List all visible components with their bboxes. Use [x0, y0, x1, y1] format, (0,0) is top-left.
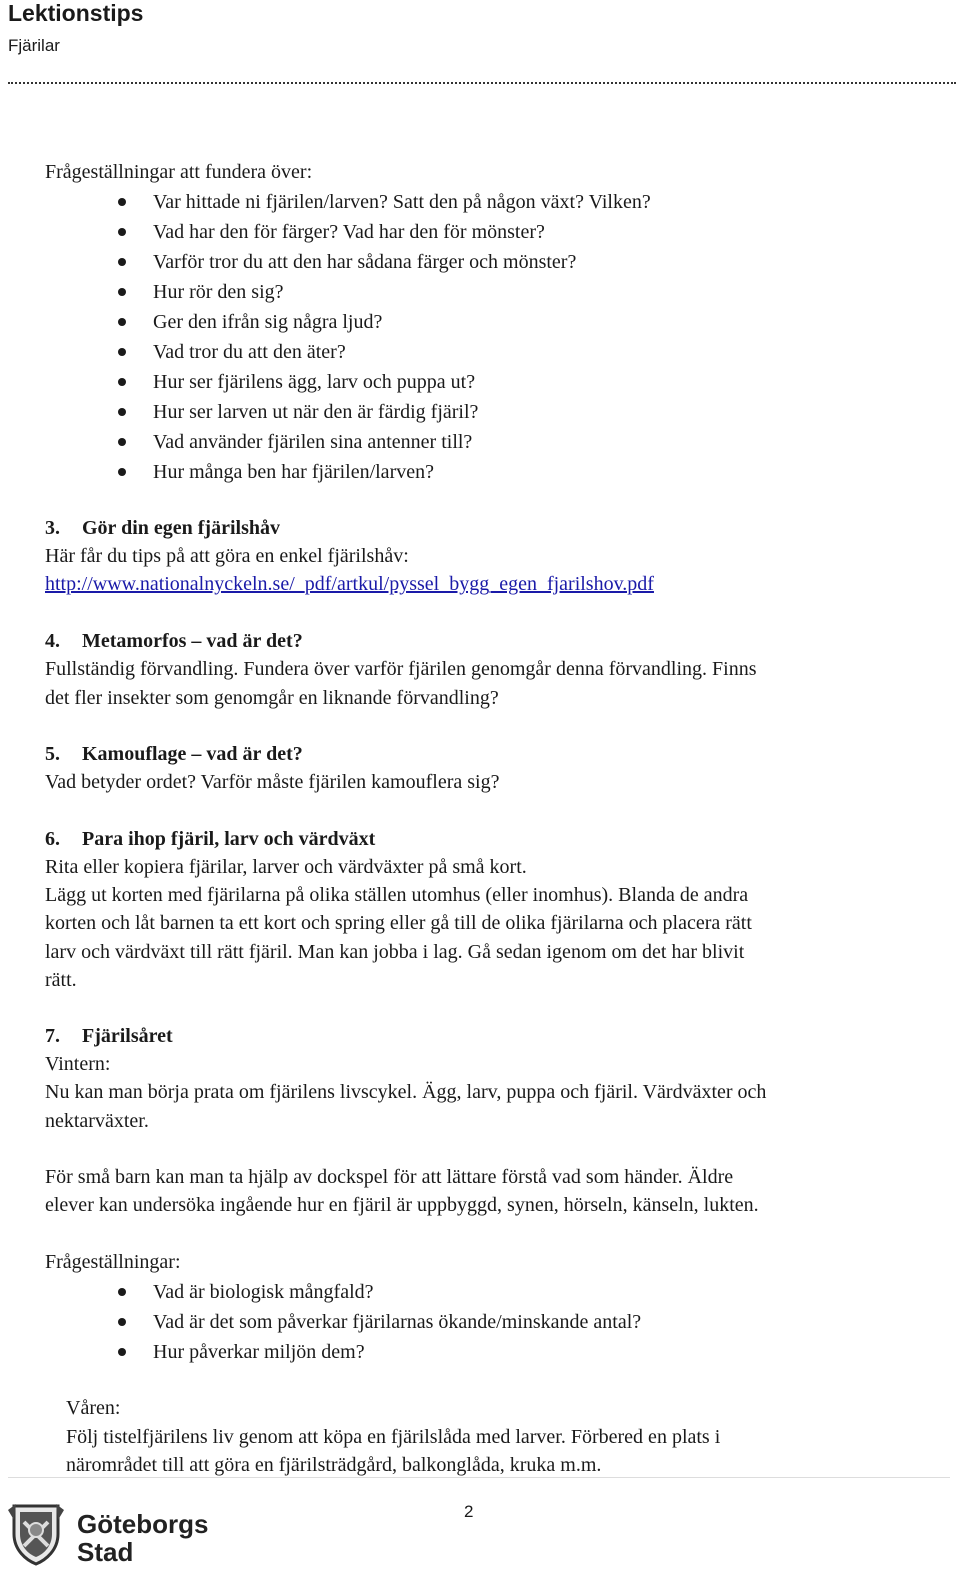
- section-6-text: Lägg ut korten med fjärilarna på olika ställen utomhus (eller inomhus). Blanda de andra: [45, 884, 749, 906]
- questions-intro: Frågeställningar:: [45, 1251, 181, 1273]
- document-subtitle: Fjärilar: [8, 36, 60, 55]
- list-item: Varför tror du att den har sådana färger och mönster?: [153, 251, 577, 273]
- section-3-text: Här får du tips på att göra en enkel fjärilshåv:: [45, 545, 409, 567]
- list-item: Vad är det som påverkar fjärilarnas ökande/minskande antal?: [153, 1311, 642, 1333]
- section-5-text: Vad betyder ordet? Varför måste fjärilen kamouflera sig?: [45, 771, 500, 793]
- list-item: Ger den ifrån sig några ljud?: [153, 311, 383, 333]
- bullet-icon: [118, 228, 126, 236]
- questions-intro: Frågeställningar att fundera över:: [45, 161, 313, 183]
- spring-text: närområdet till att göra en fjärilsträdgård, balkonglåda, kruka m.m.: [66, 1454, 602, 1476]
- section-4-text: det fler insekter som genomgår en liknande förvandling?: [45, 687, 499, 709]
- kids-text: elever kan undersöka ingående hur en fjäril är uppbyggd, synen, hörseln, känseln, lukten.: [45, 1194, 759, 1216]
- list-item: Hur rör den sig?: [153, 281, 284, 303]
- list-item: Hur påverkar miljön dem?: [153, 1341, 365, 1363]
- section-4-text: Fullständig förvandling. Fundera över varför fjärilen genomgår denna förvandling. Finns: [45, 658, 757, 680]
- section-number: 4.: [45, 630, 60, 652]
- section-number: 3.: [45, 517, 60, 539]
- bullet-icon: [118, 378, 126, 386]
- bullet-icon: [118, 318, 126, 326]
- header-divider: [8, 82, 956, 84]
- section-title: Gör din egen fjärilshåv: [82, 517, 280, 539]
- list-item: Vad använder fjärilen sina antenner till?: [153, 431, 473, 453]
- list-item: Vad har den för färger? Vad har den för mönster?: [153, 221, 545, 243]
- section-6-heading: [45, 825, 375, 853]
- section-4-heading: [45, 627, 303, 655]
- winter-text: nektarväxter.: [45, 1110, 149, 1132]
- logo-line: Göteborgs: [77, 1509, 209, 1539]
- list-item: Var hittade ni fjärilen/larven? Satt den på någon växt? Vilken?: [153, 191, 651, 213]
- section-title: Fjärilsåret: [82, 1025, 173, 1047]
- section-6-text: Rita eller kopiera fjärilar, larver och värdväxter på små kort.: [45, 856, 527, 878]
- bullet-icon: [118, 198, 126, 206]
- bullet-icon: [118, 258, 126, 266]
- bullet-icon: [118, 288, 126, 296]
- list-item: Hur många ben har fjärilen/larven?: [153, 461, 434, 483]
- section-3-link-line: [45, 570, 654, 598]
- butterfly-net-link[interactable]: http://www.nationalnyckeln.se/_pdf/artkul/pyssel_bygg_egen_fjarilshov.pdf: [45, 573, 654, 595]
- goteborg-coat-of-arms-icon: [6, 1500, 66, 1566]
- bullet-icon: [118, 438, 126, 446]
- section-title: Metamorfos – vad är det?: [82, 630, 303, 652]
- goteborg-logo-text: [77, 1510, 208, 1566]
- logo-line: Stad: [77, 1537, 134, 1567]
- section-number: 5.: [45, 743, 60, 765]
- bullet-icon: [118, 1288, 126, 1296]
- document-title: Lektionstips: [8, 0, 144, 26]
- section-title: Kamouflage – vad är det?: [82, 743, 303, 765]
- bullet-icon: [118, 468, 126, 476]
- spring-text: Följ tistelfjärilens liv genom att köpa en fjärilslåda med larver. Förbered en plats i: [66, 1426, 721, 1448]
- spring-label: Våren:: [66, 1397, 121, 1419]
- bullet-icon: [118, 348, 126, 356]
- kids-text: För små barn kan man ta hjälp av dockspel för att lättare förstå vad som händer. Äldre: [45, 1166, 734, 1188]
- page-number: 2: [464, 1502, 474, 1521]
- section-6-text: rätt.: [45, 969, 77, 991]
- section-3-heading: [45, 514, 280, 542]
- section-5-heading: [45, 740, 303, 768]
- section-7-heading: [45, 1022, 173, 1050]
- winter-label: Vintern:: [45, 1053, 111, 1075]
- section-6-text: korten och låt barnen ta ett kort och spring eller gå till de olika fjärilarna och placera rätt: [45, 912, 752, 934]
- list-item: Hur ser larven ut när den är färdig fjäril?: [153, 401, 479, 423]
- winter-text: Nu kan man börja prata om fjärilens livscykel. Ägg, larv, puppa och fjäril. Värdväxter och: [45, 1081, 767, 1103]
- bullet-icon: [118, 1348, 126, 1356]
- bullet-icon: [118, 1318, 126, 1326]
- list-item: Hur ser fjärilens ägg, larv och puppa ut?: [153, 371, 476, 393]
- section-title: Para ihop fjäril, larv och värdväxt: [82, 828, 376, 850]
- section-number: 6.: [45, 828, 60, 850]
- footer-divider: [8, 1477, 950, 1478]
- bullet-icon: [118, 408, 126, 416]
- list-item: Vad tror du att den äter?: [153, 341, 346, 363]
- list-item: Vad är biologisk mångfald?: [153, 1281, 374, 1303]
- section-6-text: larv och värdväxt till rätt fjäril. Man kan jobba i lag. Gå sedan igenom om det har blivit: [45, 941, 745, 963]
- section-number: 7.: [45, 1025, 60, 1047]
